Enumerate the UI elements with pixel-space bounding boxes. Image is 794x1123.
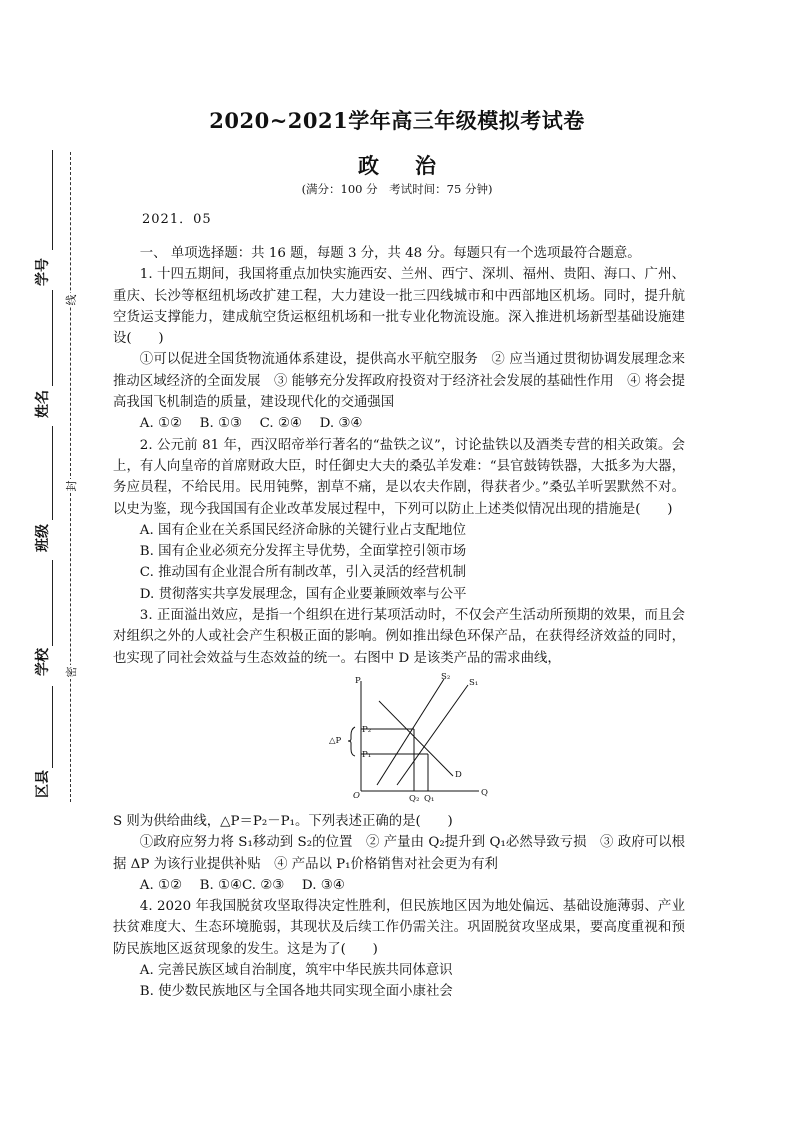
blank-school[interactable] [52, 560, 53, 646]
graph-label-q2: Q₂ [409, 793, 420, 804]
graph-label-o: O [353, 790, 360, 801]
blank-name[interactable] [52, 290, 53, 386]
q1-choices: A. ①② B. ①③ C. ②④ D. ③④ [139, 416, 363, 432]
supply-demand-graph [329, 671, 491, 804]
exam-date: 2021．05 [142, 212, 212, 227]
exam-title: 2020~2021学年高三年级模拟考试卷 [209, 108, 585, 133]
exam-meta: (满分：100 分 考试时间：75 分钟) [301, 182, 493, 196]
q2-option-d: D. 贯彻落实共享发展理念，国有企业要兼顾效率与公平 [139, 586, 467, 602]
field-class: 班级 [35, 524, 51, 552]
question-content [113, 243, 685, 1003]
q3-items: ①政府应努力将 S₁移动到 S₂的位置 ② 产量由 Q₂提升到 Q₁必然导致亏损 ③ 政府可以根据 ΔP 为该行业提供补贴 ④ 产品以 P₁价格销售对社会更为有利 [113, 835, 685, 872]
subject-char-1: 政 [358, 153, 415, 178]
graph-label-p: P [355, 675, 361, 686]
q1-items: ①可以促进全国货物流通体系建设，提供高水平航空服务 ② 应当通过贯彻协调发展理念来推动区域经济的全面发展 ③ 能够充分发挥政府投资对于经济社会发展的基础性作用 ④ 将会提高我国飞机制造的质量，建设现代化的交通强国 [113, 352, 685, 411]
q3-choices: A. ①② B. ①④C. ②③ D. ③④ [139, 877, 345, 893]
q3-after-graph: S 则为供给曲线，△P＝P₂－P₁。下列表述正确的是( ) [113, 813, 453, 829]
q2-option-a: A. 国有企业在关系国民经济命脉的关键行业占支配地位 [139, 522, 466, 538]
subject-title [0, 150, 794, 180]
q3-stem: 3. 正面溢出效应，是指一个组织在进行某项活动时，不仅会产生活动所预期的效果，而且会对组织之外的人或社会产生积极正面的影响。例如推出绿色环保产品，在获得经济效益的同时，也实现了同社会效益与生态效益的统一。右图中 D 是该类产品的需求曲线， [113, 608, 685, 666]
graph-label-p1: P₁ [362, 749, 372, 760]
seal-char-seal: 封 [65, 480, 78, 492]
graph-label-q: Q [481, 787, 488, 798]
graph-label-q1: Q₁ [424, 793, 435, 804]
blank-class[interactable] [52, 426, 53, 520]
graph-label-d: D [455, 769, 462, 780]
q2-option-c: C. 推动国有企业混合所有制改革，引入灵活的经营机制 [139, 565, 467, 581]
q1-stem: 1. 十四五期间，我国将重点加快实施西安、兰州、西宁、深圳、福州、贵阳、海口、广州、重庆、长沙等枢纽机场改扩建工程，大力建设一批三四线城市和中西部地区机场。同时，提升航空货运支撑能力，建成航空货运枢纽机场和一批专业化物流设施。深入推进机场新型基础设施建设( ) [113, 267, 685, 347]
q4-stem: 4. 2020 年我国脱贫攻坚取得决定性胜利，但民族地区因为地处偏远、基础设施薄弱、产业扶贫难度大、生态环境脆弱，其现状及后续工作仍需关注。巩固脱贫攻坚成果，要高度重视和预防民族地区返贫现象的发生。这是为了( ) [113, 899, 685, 957]
field-student-id: 学号 [35, 258, 51, 286]
q2-option-b: B. 国有企业必须充分发挥主导优势，全面掌控引领市场 [139, 544, 467, 560]
q4-option-a: A. 完善民族区域自治制度，筑牢中华民族共同体意识 [139, 963, 453, 979]
seal-char-secret: 密 [65, 666, 78, 678]
graph-label-delta-p: △P [329, 735, 342, 746]
section-heading: 一、 单项选择题：共 16 题，每题 3 分，共 48 分。每题只有一个选项最符合题意。 [139, 246, 641, 261]
field-name: 姓名 [35, 390, 51, 418]
field-school: 学校 [35, 648, 51, 676]
field-district: 区县 [35, 770, 51, 798]
binding-dashed-line [70, 152, 71, 802]
q4-option-b: B. 使少数民族地区与全国各地共同实现全面小康社会 [139, 984, 453, 1000]
graph-label-p2: P₂ [362, 724, 372, 735]
q2-stem: 2. 公元前 81 年，西汉昭帝举行著名的“盐铁之议”，讨论盐铁以及酒类专营的相关政策。会上，有人向皇帝的首席财政大臣，时任御史大夫的桑弘羊发难：“县官鼓铸铁器，大抵多为大器，务应员程，不给民用。民用钝弊，割草不痛，是以农夫作剧，得获者少。”桑弘羊听罢默然不对。以史为鉴，现今我国国有企业改革发展过程中，下列可以防止上述类似情况出现的措施是( ) [113, 437, 685, 517]
seal-char-line: 线 [65, 294, 78, 306]
blank-district[interactable] [52, 686, 53, 768]
subject-char-2: 治 [415, 153, 436, 178]
graph-label-s2: S₂ [441, 671, 451, 682]
graph-label-s1: S₁ [469, 677, 479, 688]
